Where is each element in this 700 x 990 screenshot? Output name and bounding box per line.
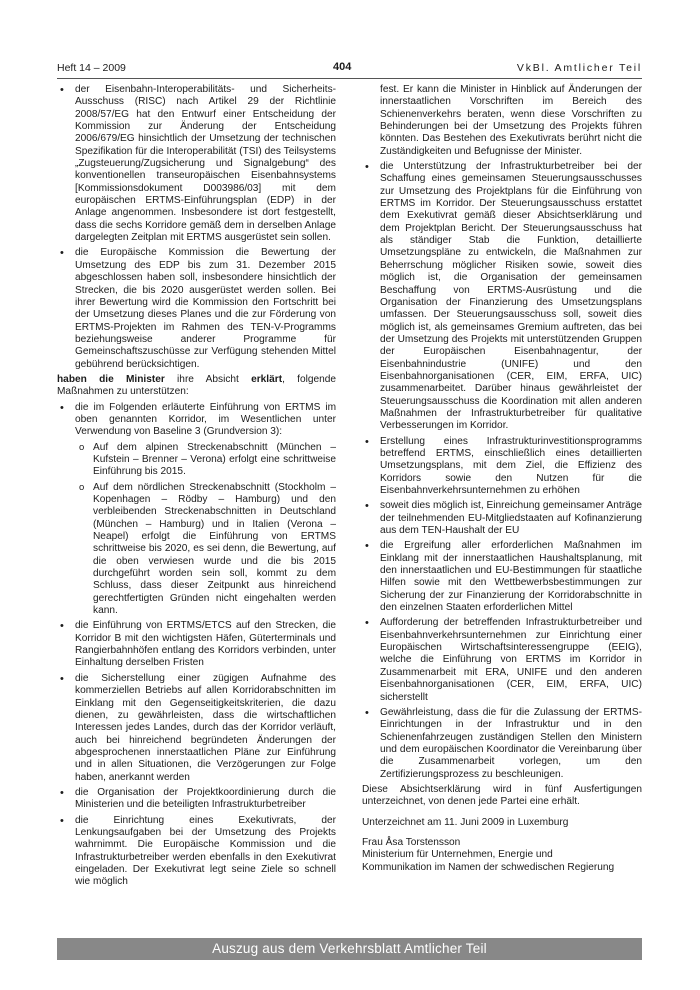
sub-list — [75, 442, 336, 618]
list-item: • die Einführung von ERTMS/ETCS auf den Strecken, die Korridor B mit den wichtigsten Häfen, Güterterminals und Rangierbahnhöfen entlang des Korridors verbinden, unter Einhaltung derselben Fristen — [57, 620, 336, 669]
list-item: • Erstellung eines Infrastrukturinvestitionsprogramms betreffend ERTMS, einschließlich eines detaillierten Umsetzungsplans, mit dem Ziel, die Effizienz des Korridors sowie den Nutzen für die Eisenbahnverkehrsunternehmen zu erhöhen — [362, 436, 642, 498]
list-item: • Aufforderung der betreffenden Infrastrukturbetreiber und Eisenbahnverkehrsunternehmen zur Einrichtung einer Europäischen Wirtschaftsinteressengruppe (EEIG), welche die Einführung von ERTMS im Korridor in Zusammenarbeit mit ERA, UNIFE und den anderen Eisenbahnorganisationen (CER, EIM, ERFA, UIC) sicherstellt — [362, 617, 642, 703]
right-column — [362, 84, 642, 874]
list-item: • die Einrichtung eines Exekutivrats, der Lenkungsaufgaben bei der Umsetzung des Projekts wahrnimmt. Die Europäische Kommission und die Infrastrukturbetreiber werden ebenfalls in den Exekutivrat eingeladen. Der Exekutivrat legt seine Ziele so schnell wie möglich — [57, 815, 336, 889]
list-item: • die Ergreifung aller erforderlichen Maßnahmen im Einklang mit der innerstaatlichen Haushaltsplanung, mit den innerstaatlichen und EU-Bestimmungen für staatliche Hilfen sowie mit den Wettbewerbsbestimmungen zur Sicherung der zur Finanzierung der Korridorabschnitte in den einzelnen Staaten erforderlichen Mittel — [362, 540, 642, 614]
header-divider — [57, 78, 642, 79]
continuation-paragraph: fest. Er kann die Minister in Hinblick auf Änderungen der innerstaatlichen Vorschriften im Bereich des Schienenverkehrs beraten, wenn diese Vorschriften zu Behinderungen bei der Umsetzung des Projekts führen könnten. Das Bestehen des Exekutivrats berührt nicht die Zuständigkeiten und Befugnisse der Minister. — [380, 84, 642, 157]
right-bullet-list — [362, 161, 642, 781]
list-item — [57, 402, 336, 618]
list-item: • die Sicherstellung einer zügigen Aufnahme des kommerziellen Betriebs auf allen Korridorabschnitten im Einklang mit den Gegenseitigkeitskriterien, die dazu dienen, zu gewährleisten, dass die wirtschaftlichen Interessen jedes Landes, durch das der Korridor verläuft, auch bei hinreichend begründeten Änderungen der abgesprochenen innerstaatlichen Pläne zur Einführung und in allen Situationen, die Verzögerungen zur Folge haben, anerkannt werden — [57, 673, 336, 784]
list-item: • die Europäische Kommission die Bewertung der Umsetzung des EDP bis zum 31. Dezember 2015 abgeschlossen haben soll, insbesondere hinsichtlich der Strecken, die bis 2020 ausgerüstet werden sollen. Bei ihrer Bewertung wird die Kommission den Fortschritt bei der Umsetzung dieses Planes und die zur Förderung von ERTMS-Projekten im Rahmen des TEN-V-Programms beziehungsweise anderer Programme für Gemeinschaftszuschüsse zur Verfügung stehenden Mittel gebührend berücksichtigen. — [57, 247, 336, 370]
signature-block — [362, 837, 642, 874]
declaration-mid: ihre Absicht — [164, 373, 252, 385]
top-bullet-list — [57, 84, 336, 371]
list-item: • der Eisenbahn-Interoperabilitäts- und Sicherheits-Ausschuss (RISC) nach Artikel 29 der Richtlinie 2008/57/EG hat den Entwurf einer Entscheidung der Kommission zur Änderung der Entscheidung 2006/679/EG hinsichtlich der Umsetzung der technischen Spezifikation für die Interoperabilität (TSI) des Teilsystems „Zugsteuerung/Zugsicherung und Signalgebung“ des konventionellen transeuropäischen Eisenbahnsystems [Kommissionsdokument D003986/03] mit dem europäischen ERTMS-Einführungsplan (EDP) in der Anlage angenommen. Insbesondere ist dort festgestellt, dass die sechs Korridore gemäß dem in derselben Anlage dargelegten Zeitplan mit ERTMS ausgerüstet sein sollen. — [57, 84, 336, 244]
measures-list — [57, 402, 336, 889]
list-item: • die Organisation der Projektkoordinierung durch die Ministerien und die beteiligten Infrastrukturbetreiber — [57, 787, 336, 812]
issue-label: Heft 14 – 2009 — [57, 62, 126, 74]
declaration-paragraph — [57, 374, 336, 399]
signatory-title-line-2: Kommunikation im Namen der schwedischen Regierung — [362, 861, 615, 873]
closing-paragraph: Diese Absichtserklärung wird in fünf Ausfertigungen unterzeichnet, von denen jede Partei eine erhält. — [362, 783, 642, 808]
list-item: • die Unterstützung der Infrastrukturbetreiber bei der Schaffung eines gemeinsamen Steuerungsausschusses zur Umsetzung des Projektplans für die Einführung von ERTMS im Korridor. Der Steuerungsausschuss erstattet dem Exekutivrat gemäß dieser Absichtserklärung und dem Projektplan Bericht. Der Steuerungsausschuss hat als ständiger Stab die Funktion, detaillierte Umsetzungspläne zu entwickeln, die Maßnahmen zur Beherrschung möglicher Risiken sowie, soweit dies möglich ist, die Organisation der gemeinsamen Beschaffung von ERTMS-Ausrüstung und die Organisation der Finanzierung des Umsetzungsplans umfassen. Der Steuerungsausschuss soll, soweit dies möglich ist, als gemeinsames Gremium auftreten, das bei der Umsetzung des Projekts mit unterstützenden Gruppen der Europäischen Eisenbahnagentur, der Eisenbahnindustrie (UNIFE) und den Eisenbahnorganisationen (CER, EIM, ERFA, UIC) zusammenarbeitet. Darüber hinaus gewährleistet der Steuerungsausschuss die Koordination mit allen anderen Maßnahmen der Infrastrukturbetreiber für qualitative Verbesserungen im Korridor. — [362, 161, 642, 433]
page-number: 404 — [333, 61, 352, 73]
declaration-subject: haben die Minister — [57, 373, 165, 385]
signatory-name: Frau Åsa Torstensson — [362, 836, 461, 848]
signing-line: Unterzeichnet am 11. Juni 2009 in Luxemburg — [362, 816, 569, 828]
journal-title: VkBl. Amtlicher Teil — [516, 62, 642, 74]
list-item: • Gewährleistung, dass die für die Zulassung der ERTMS-Einrichtungen in der Infrastruktur und in den Schienenfahrzeugen zuständigen Stellen den Ministern und dem europäischen Koordinator die Vereinbarung über die Zusammenarbeit vorlegen, um den Zertifizierungsprozess zu beschleunigen. — [362, 707, 642, 781]
page-header — [57, 60, 642, 78]
declaration-verb: erklärt — [251, 373, 283, 385]
ertms-intro: die im Folgenden erläuterte Einführung von ERTMS im oben genannten Korridor, im Wesentlichen unter Verwendung von Baseline 3 (Grundversion 3): — [75, 401, 336, 438]
list-item: • soweit dies möglich ist, Einreichung gemeinsamer Anträge der teilnehmenden EU-Mitgliedstaaten auf Kofinanzierung aus dem TEN-Haushalt der EU — [362, 500, 642, 537]
footer-band: Auszug aus dem Verkehrsblatt Amtlicher Teil — [57, 938, 642, 960]
sub-list-item: o Auf dem nördlichen Streckenabschnitt (Stockholm – Kopenhagen – Rödby – Hamburg) und den verbleibenden Streckenabschnitten in Deutschland (München – Hamburg) und in Italien (Verona – Neapel) erfolgt die Einführung von ERTMS schrittweise bis 2020, es sei denn, die Bewertung, auf die oben verwiesen wurde und die bis 2015 durchgeführt worden sein soll, kommt zu dem Schluss, dass dieser Zeitpunkt aus hinreichend gerechtfertigten Gründen nicht eingehalten werden kann. — [75, 482, 336, 618]
sub-list-item: o Auf dem alpinen Streckenabschnitt (München – Kufstein – Brenner – Verona) erfolgt eine schrittweise Einführung bis 2015. — [75, 442, 336, 479]
signatory-title-line-1: Ministerium für Unternehmen, Energie und — [362, 849, 553, 861]
left-column — [57, 84, 336, 892]
declaration-end: , folgende Maßnahmen zu unterstützen: — [57, 373, 337, 398]
